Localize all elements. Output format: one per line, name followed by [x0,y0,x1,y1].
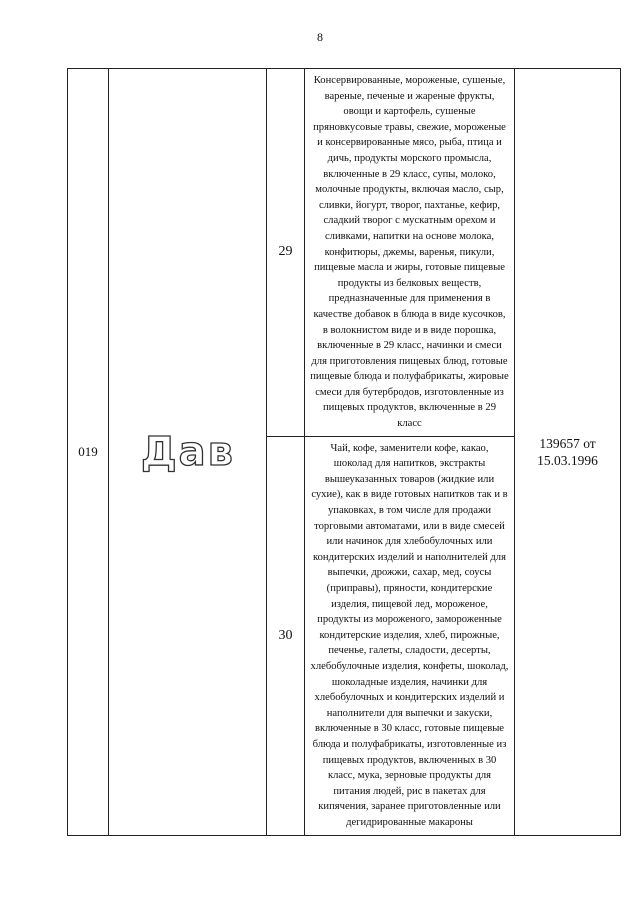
trademark-logo [113,427,263,477]
page-number: 8 [317,30,323,44]
registration-number-date [515,69,621,836]
registration-text: 139657 от 15.03.1996 [537,435,598,468]
trademark-image [109,69,267,836]
entry-number: 019 [68,69,109,836]
registry-table [67,68,621,836]
trademark-logo-text: Дав [140,428,235,475]
goods-list-class-30: Чай, кофе, заменители кофе, какао, шоколад для напитков, экстракты вышеуказанных товаров (жидкие или сухие), как в виде готовых напитков так и в упаковках, в том числе для продажи торговыми автоматами, или в виде смесей или начинок для хлебобулочных или кондитерских изделий и наполнителей для выпечки, дрожжи, сахар, мед, соусы (приправы), пряности, кондитерские изделия, пищевой лед, мороженое, продукты из мороженого, замороженные кондитерские изделия, хлеб, пирожные, печенье, галеты, сладости, десерты, хлебобулочные изделия, конфеты, шоколад, шоколадные изделия, начинки для хлебобулочных и кондитерских изделий и наполнители для выпечки и закуски, включенные в 30 класс, готовые пищевые блюда и полуфабрикаты, изготовленные из пищевых продуктов, включенных в 30 класс, мука, зерновые продукты для питания людей, рис в пакетах для кипячения, заранее приготовленные или дегидрированные макароны [305,436,515,835]
class-number-30: 30 [267,436,305,835]
table-row [68,69,621,437]
class-number-29: 29 [267,69,305,437]
goods-list-class-29: Консервированные, мороженые, сушеные, вареные, печеные и жареные фрукты, овощи и картофель, сушеные пряновкусовые травы, свежие, мороженые и консервированные мясо, рыба, птица и дичь, продукты морского промысла, включенные в 29 класс, супы, молоко, молочные продукты, включая масло, сыр, сливки, йогурт, творог, пахтанье, кефир, сладкий творог с мускатным орехом и сливками, напитки на основе молока, конфитюры, джемы, варенья, пикули, пищевые масла и жиры, готовые пищевые продукты из белковых веществ, предназначенные для применения в качестве добавок в блюда в виде кусочков, в волокнистом виде и в виде порошка, включенные в 29 класс, начинки и смеси для приготовления пищевых блюд, готовые пищевые блюда и полуфабрикаты, жировые смеси для бутербродов, изготовленные из пищевых продуктов, включенные в 29 класс [305,69,515,437]
